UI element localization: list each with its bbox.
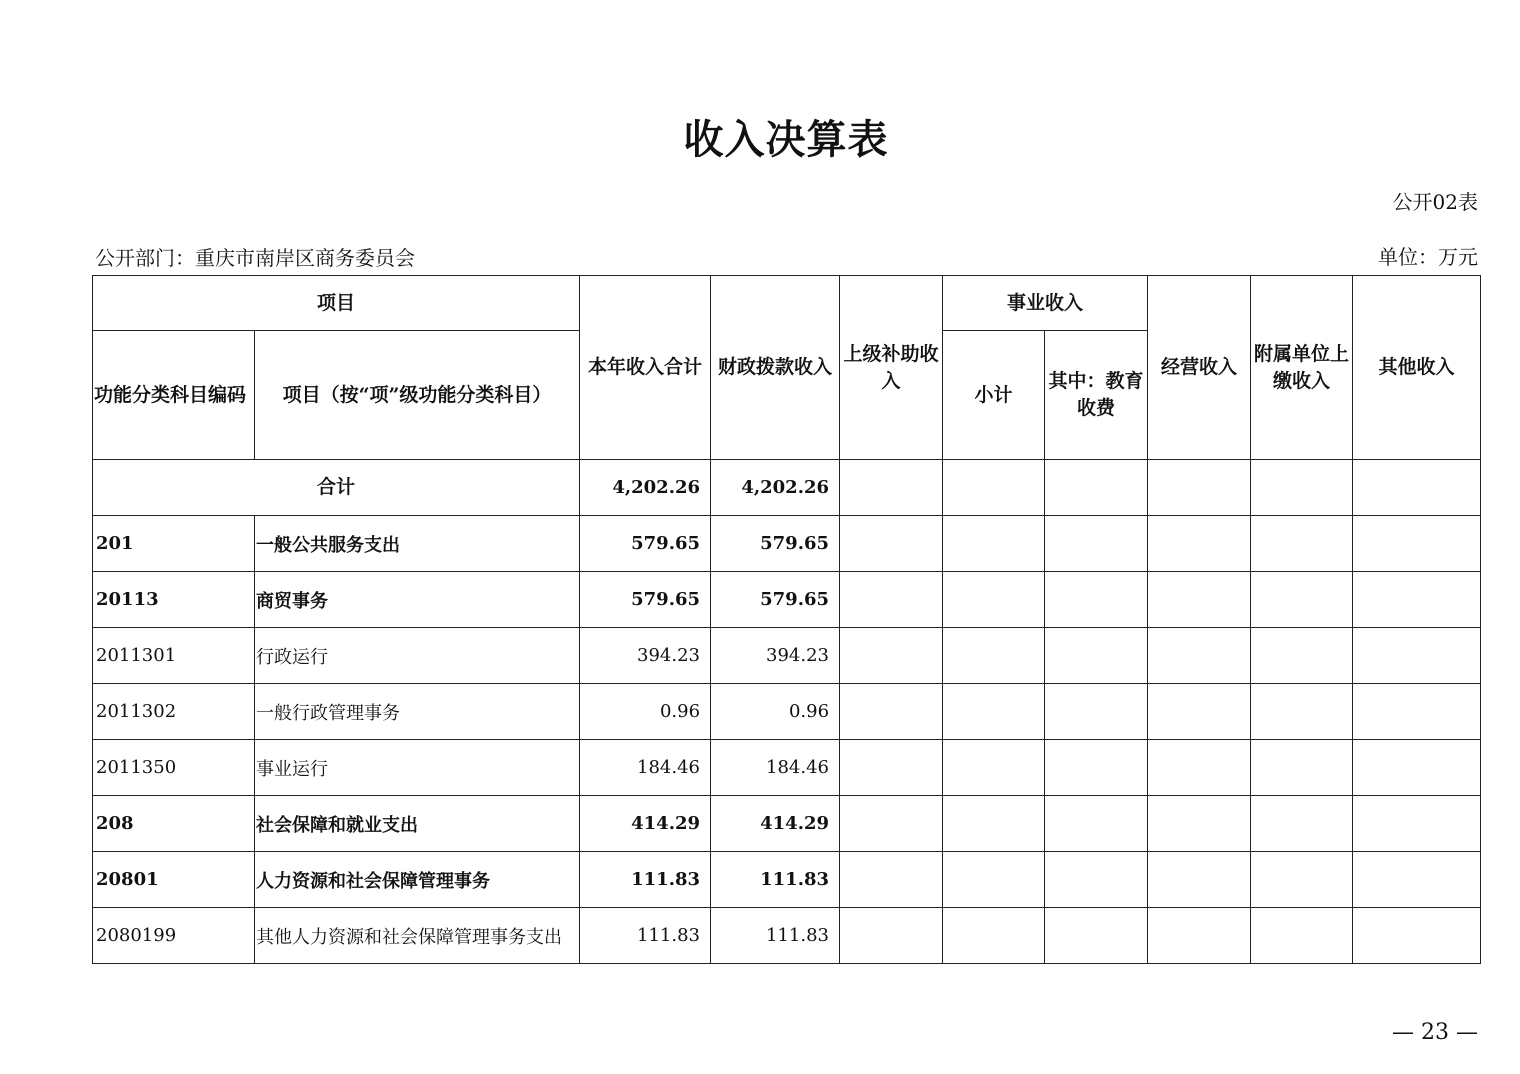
empty-cell — [1251, 908, 1353, 964]
row-total: 579.65 — [580, 516, 711, 572]
row-code: 2080199 — [93, 908, 255, 964]
row-name: 行政运行 — [255, 628, 580, 684]
empty-cell — [943, 684, 1045, 740]
row-code: 20113 — [93, 572, 255, 628]
row-name: 其他人力资源和社会保障管理事务支出 — [255, 908, 580, 964]
row-code: 2011302 — [93, 684, 255, 740]
total-fiscal: 4,202.26 — [711, 460, 840, 516]
table-row — [93, 796, 1481, 852]
row-code: 2011301 — [93, 628, 255, 684]
empty-cell — [943, 796, 1045, 852]
empty-cell — [1045, 628, 1148, 684]
empty-cell — [1045, 684, 1148, 740]
total-label: 合计 — [93, 460, 580, 516]
empty-cell — [1251, 516, 1353, 572]
unit-label: 单位：万元 — [1378, 245, 1478, 269]
header-subtotal: 小计 — [943, 331, 1045, 460]
empty-cell — [1045, 908, 1148, 964]
empty-cell — [1045, 572, 1148, 628]
empty-cell — [1045, 796, 1148, 852]
total-row — [93, 460, 1481, 516]
empty-cell — [943, 628, 1045, 684]
row-name: 事业运行 — [255, 740, 580, 796]
total-amount: 4,202.26 — [580, 460, 711, 516]
header-name: 项目（按“项”级功能分类科目） — [255, 331, 580, 460]
row-total: 394.23 — [580, 628, 711, 684]
empty-cell — [1148, 740, 1251, 796]
empty-cell — [943, 516, 1045, 572]
income-table — [92, 275, 1481, 964]
row-fiscal: 0.96 — [711, 684, 840, 740]
table-row — [93, 516, 1481, 572]
empty-cell — [1251, 628, 1353, 684]
empty-cell — [1148, 908, 1251, 964]
empty-cell — [943, 908, 1045, 964]
row-name: 一般公共服务支出 — [255, 516, 580, 572]
row-code: 201 — [93, 516, 255, 572]
row-name: 社会保障和就业支出 — [255, 796, 580, 852]
table-code: 公开02表 — [1392, 190, 1478, 214]
empty-cell — [1045, 516, 1148, 572]
empty-cell — [1251, 572, 1353, 628]
header-operating: 经营收入 — [1148, 276, 1251, 460]
empty-cell — [1353, 908, 1481, 964]
header-affiliated: 附属单位上缴收入 — [1251, 276, 1353, 460]
empty-cell — [1148, 516, 1251, 572]
department-label: 公开部门：重庆市南岸区商务委员会 — [95, 246, 415, 270]
header-education: 其中：教育收费 — [1045, 331, 1148, 460]
row-code: 2011350 — [93, 740, 255, 796]
row-name: 人力资源和社会保障管理事务 — [255, 852, 580, 908]
row-total: 111.83 — [580, 908, 711, 964]
header-business: 事业收入 — [943, 276, 1148, 331]
empty-cell — [1353, 740, 1481, 796]
empty-cell — [840, 684, 943, 740]
table-row — [93, 684, 1481, 740]
row-total: 579.65 — [580, 572, 711, 628]
row-code: 20801 — [93, 852, 255, 908]
empty-cell — [840, 516, 943, 572]
empty-cell — [1148, 796, 1251, 852]
row-fiscal: 111.83 — [711, 908, 840, 964]
empty-cell — [1251, 684, 1353, 740]
empty-cell — [840, 852, 943, 908]
page-number: — 23 — — [1392, 1020, 1478, 1045]
empty-cell — [1251, 852, 1353, 908]
empty-cell — [1251, 740, 1353, 796]
empty-cell — [1045, 740, 1148, 796]
empty-cell — [840, 740, 943, 796]
header-code: 功能分类科目编码 — [93, 331, 255, 460]
row-name: 一般行政管理事务 — [255, 684, 580, 740]
empty-cell — [1353, 684, 1481, 740]
table-row — [93, 740, 1481, 796]
header-total: 本年收入合计 — [580, 276, 711, 460]
empty-cell — [1148, 852, 1251, 908]
empty-cell — [840, 572, 943, 628]
header-other: 其他收入 — [1353, 276, 1481, 460]
row-total: 0.96 — [580, 684, 711, 740]
row-fiscal: 579.65 — [711, 516, 840, 572]
page-title: 收入决算表 — [683, 116, 889, 163]
empty-cell — [1353, 852, 1481, 908]
row-total: 414.29 — [580, 796, 711, 852]
table-row — [93, 572, 1481, 628]
row-total: 111.83 — [580, 852, 711, 908]
empty-cell — [840, 628, 943, 684]
header-superior: 上级补助收入 — [840, 276, 943, 460]
empty-cell — [1251, 796, 1353, 852]
row-name: 商贸事务 — [255, 572, 580, 628]
header-item: 项目 — [93, 276, 580, 331]
table-row — [93, 628, 1481, 684]
empty-cell — [943, 572, 1045, 628]
empty-cell — [1148, 572, 1251, 628]
row-fiscal: 394.23 — [711, 628, 840, 684]
empty-cell — [1148, 684, 1251, 740]
empty-cell — [1148, 628, 1251, 684]
row-fiscal: 184.46 — [711, 740, 840, 796]
row-code: 208 — [93, 796, 255, 852]
empty-cell — [840, 796, 943, 852]
empty-cell — [943, 740, 1045, 796]
header-fiscal: 财政拨款收入 — [711, 276, 840, 460]
empty-cell — [943, 852, 1045, 908]
row-total: 184.46 — [580, 740, 711, 796]
empty-cell — [840, 908, 943, 964]
empty-cell — [1353, 628, 1481, 684]
empty-cell — [1045, 852, 1148, 908]
empty-cell — [1353, 572, 1481, 628]
table-row — [93, 908, 1481, 964]
table-row — [93, 852, 1481, 908]
empty-cell — [1353, 516, 1481, 572]
row-fiscal: 579.65 — [711, 572, 840, 628]
row-fiscal: 111.83 — [711, 852, 840, 908]
row-fiscal: 414.29 — [711, 796, 840, 852]
empty-cell — [1353, 796, 1481, 852]
